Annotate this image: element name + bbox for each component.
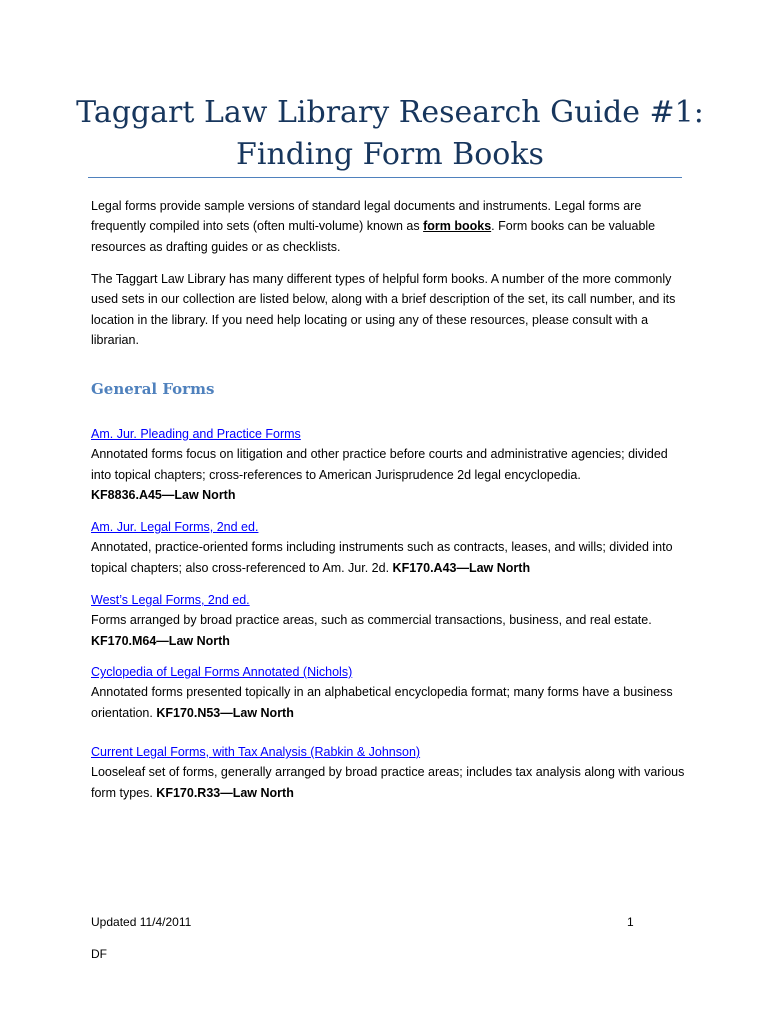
title-divider	[88, 177, 682, 178]
footer-page-number: 1	[627, 915, 634, 929]
entry-call-number: KF170.A43—Law North	[392, 560, 531, 575]
form-books-term: form books	[423, 219, 492, 234]
form-book-entry	[91, 424, 691, 505]
entry-call-number: KF170.R33—Law North	[156, 785, 294, 800]
title-line-1: Taggart Law Library Research Guide #1:	[76, 95, 704, 130]
entry-call-number: KF8836.A45—Law North	[91, 487, 236, 502]
intro-paragraph-2: The Taggart Law Library has many different types of helpful form books. A number of the more commonly used sets in our collection are listed below, along with a brief description of the set, its call number, and its location in the library. If you need help locating or using any of these resources, please consult with a librarian.	[91, 272, 676, 347]
entry-title-link[interactable]: Am. Jur. Pleading and Practice Forms	[91, 427, 301, 441]
form-book-entry	[91, 517, 691, 578]
entry-description: Looseleaf set of forms, generally arranged by broad practice areas; includes tax analysis along with various form types.	[91, 765, 685, 800]
entry-description: Annotated forms presented topically in an alphabetical encyclopedia format; many forms have a business orientation.	[91, 685, 673, 720]
title-line-2: Finding Form Books	[236, 137, 544, 172]
entry-description: Annotated forms focus on litigation and other practice before courts and administrative agencies; divided into topical chapters; cross-references to American Jurisprudence 2d legal encyclopedia.	[91, 447, 668, 482]
entry-title-link[interactable]: Current Legal Forms, with Tax Analysis (Rabkin & Johnson)	[91, 745, 421, 759]
intro-text-1a: Legal forms provide sample versions of standard legal documents and instruments. Legal forms are frequently compiled into sets (often multi-volume) known as	[91, 199, 642, 234]
intro-text-1b: . Form books can be valuable resources as drafting guides or as checklists.	[91, 219, 656, 254]
entry-title-link[interactable]: West’s Legal Forms, 2nd ed.	[91, 593, 250, 607]
section-heading-general-forms: General Forms	[91, 380, 215, 398]
form-book-entry	[91, 742, 691, 803]
page-title	[60, 92, 720, 176]
intro-paragraph-1	[91, 196, 691, 257]
entry-title-link[interactable]: Cyclopedia of Legal Forms Annotated (Nichols)	[91, 665, 353, 679]
entry-call-number: KF170.N53—Law North	[156, 705, 294, 720]
entry-call-number: KF170.M64—Law North	[91, 633, 230, 648]
entry-title-link[interactable]: Am. Jur. Legal Forms, 2nd ed.	[91, 520, 259, 534]
entry-description: Forms arranged by broad practice areas, such as commercial transactions, business, and real estate.	[91, 613, 652, 628]
entry-description: Annotated, practice-oriented forms including instruments such as contracts, leases, and wills; divided into topical chapters; also cross-referenced to Am. Jur. 2d.	[91, 540, 673, 575]
footer-initials: DF	[91, 947, 107, 961]
form-book-entry	[91, 590, 691, 651]
footer-updated-date: Updated 11/4/2011	[91, 915, 192, 929]
form-book-entry	[91, 662, 691, 723]
